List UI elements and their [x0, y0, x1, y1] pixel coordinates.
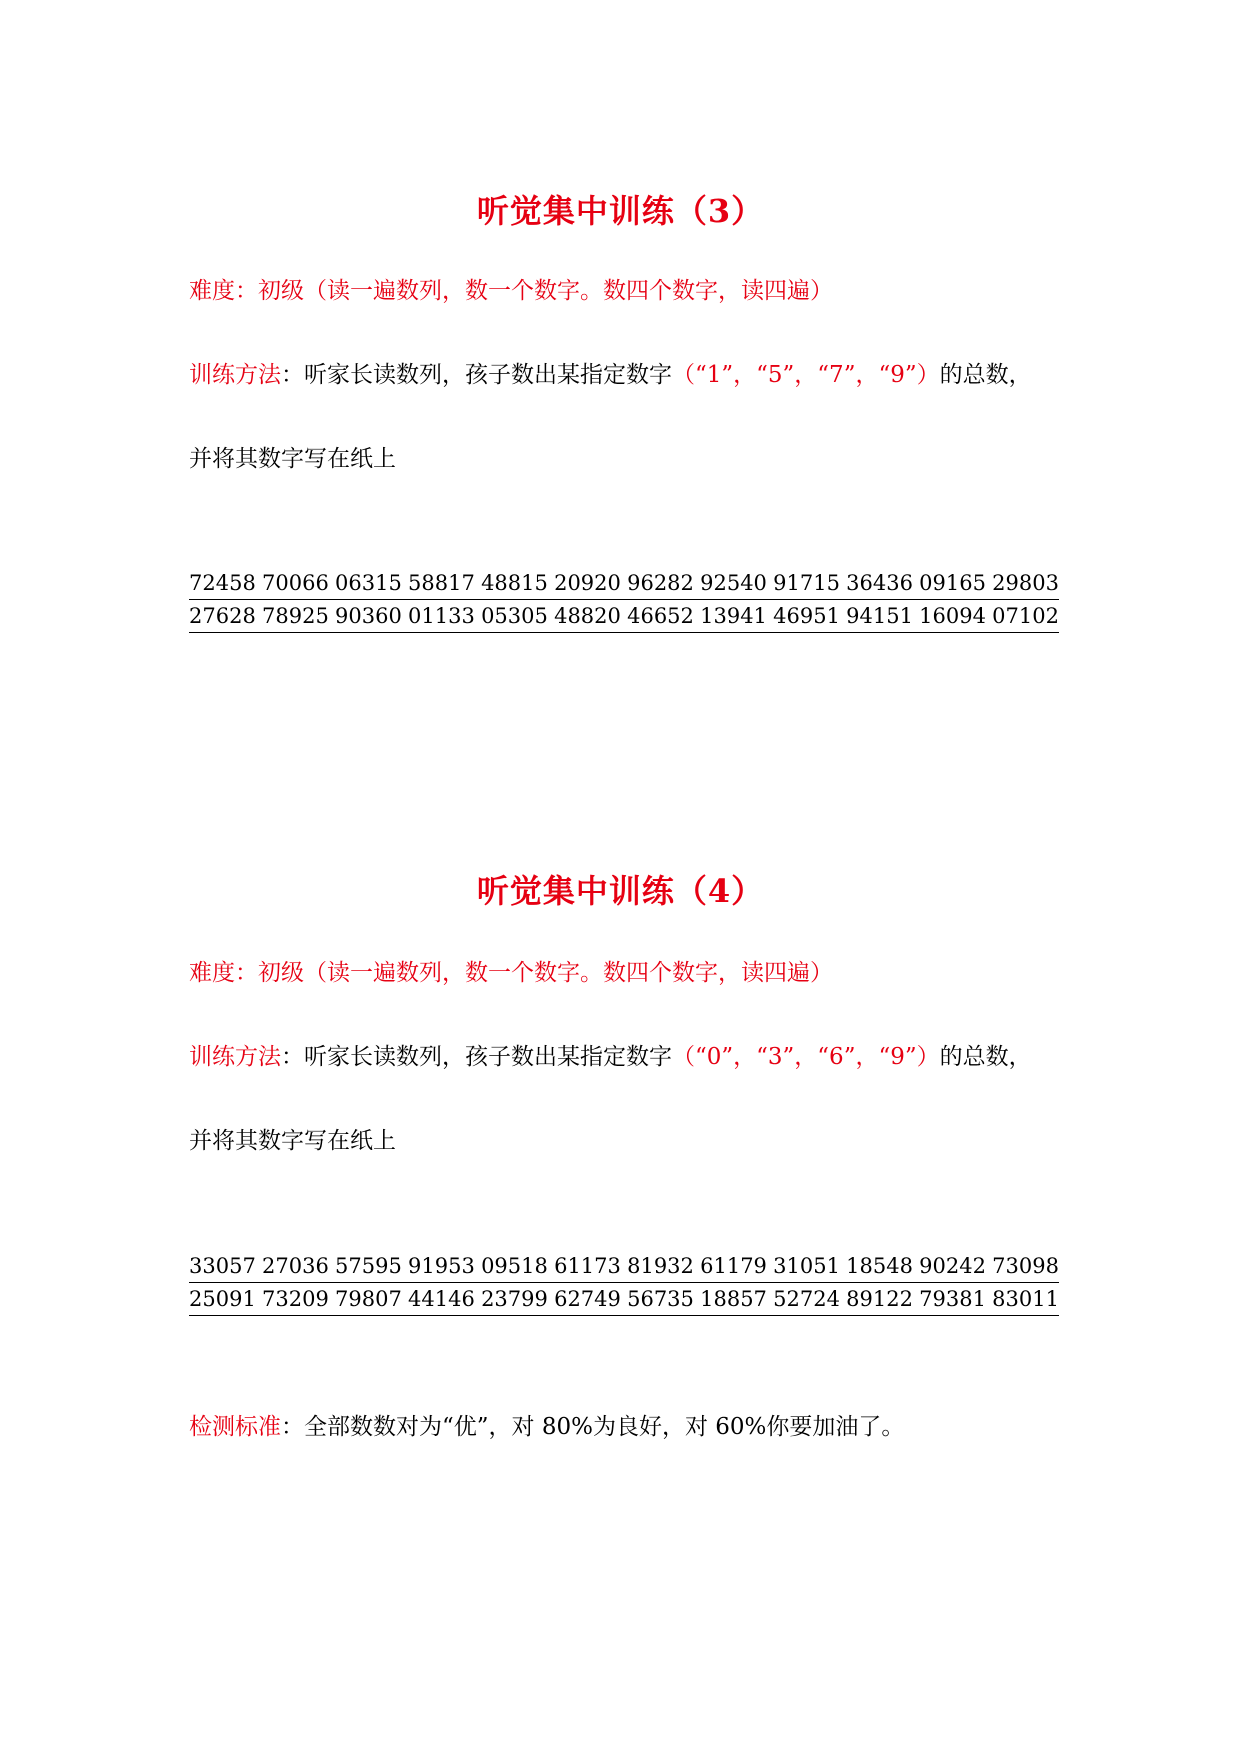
- number-group: 33057: [189, 1254, 256, 1278]
- section3-method-colon: ：: [281, 362, 304, 388]
- number-group: 01133: [408, 604, 475, 628]
- section3-method-label: 训练方法: [189, 362, 281, 388]
- number-group: 79807: [335, 1287, 402, 1311]
- number-group: 20920: [554, 571, 621, 595]
- number-group: 57595: [335, 1254, 402, 1278]
- section4-title: 听觉集中训练（4）: [476, 872, 765, 910]
- criteria-text: 全部数数对为“优”，对 80%为良好，对 60%你要加油了。: [304, 1414, 905, 1440]
- number-group: 91953: [408, 1254, 475, 1278]
- number-group: 13941: [700, 604, 767, 628]
- section4-method-tail: 的总数，: [939, 1044, 1032, 1070]
- number-group: 61173: [554, 1254, 621, 1278]
- section4-method-targets: （“0”，“3”，“6”，“9”）: [672, 1044, 940, 1070]
- number-group: 90360: [335, 604, 402, 628]
- number-group: 44146: [408, 1287, 475, 1311]
- section4-method: [189, 1042, 1032, 1072]
- number-group: 16094: [919, 604, 986, 628]
- section3-title: 听觉集中训练（3）: [476, 192, 765, 230]
- section3-method-text: 听家长读数列，孩子数出某指定数字: [304, 362, 672, 388]
- number-group: 89122: [846, 1287, 913, 1311]
- number-group: 81932: [627, 1254, 694, 1278]
- number-group: 46951: [773, 604, 840, 628]
- number-group: 06315: [335, 571, 402, 595]
- number-group: 36436: [846, 571, 913, 595]
- number-group: 94151: [846, 604, 913, 628]
- number-group: 90242: [919, 1254, 986, 1278]
- section3-method-line2: 并将其数字写在纸上: [189, 446, 396, 472]
- number-group: 46652: [627, 604, 694, 628]
- section4-number-row-1: [189, 1250, 1059, 1283]
- number-group: 91715: [773, 571, 840, 595]
- section3-method: [189, 360, 1032, 390]
- criteria-label: 检测标准: [189, 1414, 281, 1440]
- number-group: 83011: [992, 1287, 1059, 1311]
- number-group: 48815: [481, 571, 548, 595]
- section4-method-line2: 并将其数字写在纸上: [189, 1128, 396, 1154]
- section3-difficulty: 难度：初级（读一遍数列，数一个数字。数四个数字，读四遍）: [189, 278, 833, 304]
- number-group: 29803: [992, 571, 1059, 595]
- section4-difficulty: 难度：初级（读一遍数列，数一个数字。数四个数字，读四遍）: [189, 960, 833, 986]
- number-group: 07102: [992, 604, 1059, 628]
- number-group: 52724: [773, 1287, 840, 1311]
- number-group: 61179: [700, 1254, 767, 1278]
- number-group: 58817: [408, 571, 475, 595]
- number-group: 72458: [189, 571, 256, 595]
- number-group: 62749: [554, 1287, 621, 1311]
- number-group: 31051: [773, 1254, 840, 1278]
- section3-method-tail: 的总数，: [939, 362, 1032, 388]
- criteria-colon: ：: [281, 1414, 304, 1440]
- number-group: 09165: [919, 571, 986, 595]
- section4-number-block: [189, 1250, 1059, 1316]
- number-group: 18857: [700, 1287, 767, 1311]
- number-group: 27036: [262, 1254, 329, 1278]
- section3-number-row-1: [189, 567, 1059, 600]
- number-group: 70066: [262, 571, 329, 595]
- number-group: 25091: [189, 1287, 256, 1311]
- number-group: 79381: [919, 1287, 986, 1311]
- criteria: [189, 1412, 904, 1442]
- section4-method-label: 训练方法: [189, 1044, 281, 1070]
- section3-method-targets: （“1”，“5”，“7”，“9”）: [672, 362, 940, 388]
- number-group: 18548: [846, 1254, 913, 1278]
- number-group: 48820: [554, 604, 621, 628]
- number-group: 09518: [481, 1254, 548, 1278]
- section4-method-colon: ：: [281, 1044, 304, 1070]
- section4-number-row-2: [189, 1283, 1059, 1316]
- number-group: 56735: [627, 1287, 694, 1311]
- number-group: 96282: [627, 571, 694, 595]
- number-group: 27628: [189, 604, 256, 628]
- number-group: 78925: [262, 604, 329, 628]
- number-group: 05305: [481, 604, 548, 628]
- section3-number-row-2: [189, 600, 1059, 633]
- number-group: 73098: [992, 1254, 1059, 1278]
- section4-method-text: 听家长读数列，孩子数出某指定数字: [304, 1044, 672, 1070]
- number-group: 92540: [700, 571, 767, 595]
- number-group: 23799: [481, 1287, 548, 1311]
- number-group: 73209: [262, 1287, 329, 1311]
- section3-number-block: [189, 567, 1059, 633]
